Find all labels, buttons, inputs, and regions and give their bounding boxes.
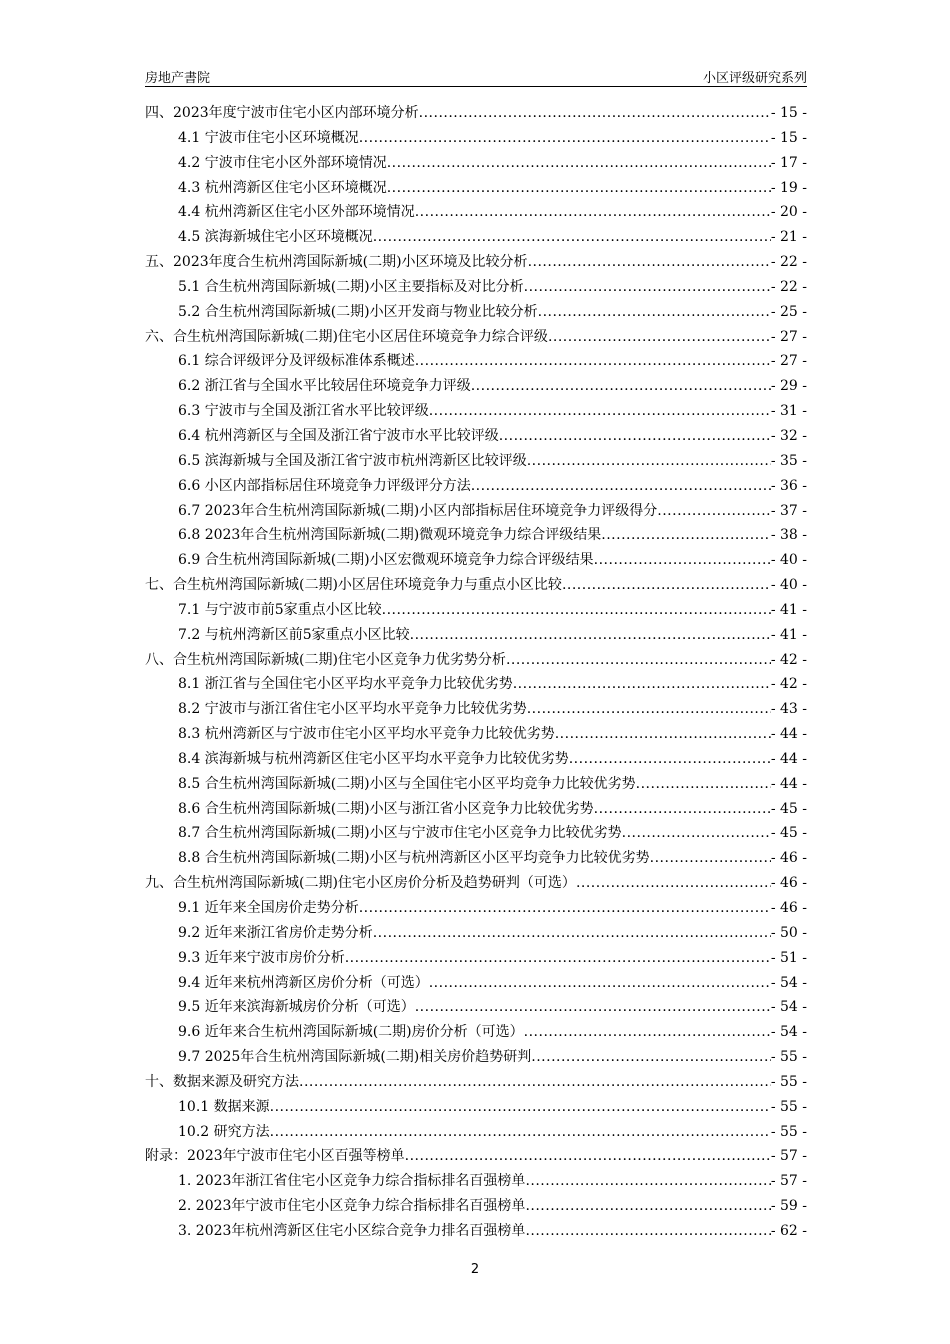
toc-entry-title: 五、2023年度合生杭州湾国际新城(二期)小区环境及比较分析 bbox=[145, 254, 528, 271]
toc-entry-page: - 37 - bbox=[770, 502, 807, 519]
toc-leader-dots bbox=[601, 527, 771, 543]
toc-entry[interactable] bbox=[145, 1021, 807, 1046]
toc-leader-dots bbox=[525, 1173, 770, 1189]
toc-entry-page: - 27 - bbox=[770, 353, 807, 370]
toc-entry-page: - 40 - bbox=[770, 552, 807, 569]
header-publisher: 房地产書院 bbox=[145, 71, 211, 86]
toc-entry-title: 9.7 2025年合生杭州湾国际新城(二期)相关房价趋势研判 bbox=[178, 1049, 532, 1066]
toc-entry-title: 6.3 宁波市与全国及浙江省水平比较评级 bbox=[178, 403, 429, 420]
toc-entry-title: 8.8 合生杭州湾国际新城(二期)小区与杭州湾新区小区平均竞争力比较优劣势 bbox=[178, 850, 650, 867]
toc-leader-dots bbox=[548, 329, 771, 345]
toc-entry-page: - 25 - bbox=[770, 303, 807, 320]
toc-entry-title: 十、数据来源及研究方法 bbox=[145, 1073, 299, 1090]
toc-entry[interactable] bbox=[145, 723, 807, 748]
toc-leader-dots bbox=[527, 453, 771, 469]
toc-entry-page: - 20 - bbox=[770, 204, 807, 221]
toc-leader-dots bbox=[525, 1223, 770, 1239]
toc-entry-title: 八、合生杭州湾国际新城(二期)住宅小区竞争力优劣势分析 bbox=[145, 651, 506, 668]
toc-entry-title: 6.7 2023年合生杭州湾国际新城(二期)小区内部指标居住环境竞争力评级得分 bbox=[178, 502, 658, 519]
toc-entry-page: - 41 - bbox=[770, 626, 807, 643]
toc-entry[interactable] bbox=[145, 177, 807, 202]
toc-entry[interactable] bbox=[145, 201, 807, 226]
toc-entry-page: - 57 - bbox=[770, 1148, 807, 1165]
toc-leader-dots bbox=[594, 801, 771, 817]
toc-leader-dots bbox=[387, 155, 771, 171]
toc-entry[interactable] bbox=[145, 897, 807, 922]
toc-leader-dots bbox=[562, 577, 771, 593]
toc-entry-title: 六、合生杭州湾国际新城(二期)住宅小区居住环境竞争力综合评级 bbox=[145, 328, 548, 345]
toc-entry[interactable] bbox=[145, 500, 807, 525]
toc-entry-title: 2. 2023年宁波市住宅小区竞争力综合指标排名百强榜单 bbox=[178, 1198, 526, 1215]
toc-leader-dots bbox=[359, 130, 771, 146]
toc-leader-dots bbox=[299, 1074, 771, 1090]
toc-entry[interactable] bbox=[145, 425, 807, 450]
toc-leader-dots bbox=[270, 1124, 771, 1140]
toc-entry-title: 6.8 2023年合生杭州湾国际新城(二期)微观环境竞争力综合评级结果 bbox=[178, 527, 602, 544]
toc-entry[interactable] bbox=[145, 549, 807, 574]
toc-entry[interactable] bbox=[145, 524, 807, 549]
toc-entry-page: - 36 - bbox=[770, 477, 807, 494]
toc-entry[interactable] bbox=[145, 698, 807, 723]
toc-entry-title: 9.3 近年来宁波市房价分析 bbox=[178, 949, 345, 966]
toc-entry[interactable] bbox=[145, 798, 807, 823]
table-of-contents bbox=[145, 102, 807, 1245]
toc-entry-page: - 42 - bbox=[770, 651, 807, 668]
toc-entry-title: 4.1 宁波市住宅小区环境概况 bbox=[178, 129, 359, 146]
toc-entry-page: - 55 - bbox=[770, 1123, 807, 1140]
toc-entry-title: 四、2023年度宁波市住宅小区内部环境分析 bbox=[145, 105, 419, 121]
toc-entry-page: - 54 - bbox=[770, 1024, 807, 1041]
toc-entry-title: 九、合生杭州湾国际新城(二期)住宅小区房价分析及趋势研判（可选） bbox=[145, 875, 576, 892]
toc-entry-page: - 46 - bbox=[770, 850, 807, 867]
toc-entry[interactable] bbox=[145, 350, 807, 375]
toc-entry-page: - 54 - bbox=[770, 999, 807, 1016]
page-number: 2 bbox=[470, 1262, 480, 1277]
toc-entry[interactable] bbox=[145, 822, 807, 847]
toc-leader-dots bbox=[471, 378, 771, 394]
toc-entry-title: 7.2 与杭州湾新区前5家重点小区比较 bbox=[178, 626, 410, 643]
toc-entry[interactable] bbox=[145, 450, 807, 475]
toc-entry[interactable] bbox=[145, 972, 807, 997]
page-header bbox=[145, 64, 807, 87]
toc-leader-dots bbox=[373, 925, 771, 941]
toc-leader-dots bbox=[538, 304, 771, 320]
toc-entry[interactable] bbox=[145, 847, 807, 872]
toc-entry[interactable] bbox=[145, 1145, 807, 1170]
toc-entry-page: - 54 - bbox=[770, 974, 807, 991]
toc-leader-dots bbox=[524, 279, 771, 295]
toc-leader-dots bbox=[513, 676, 771, 692]
toc-entry-title: 9.1 近年来全国房价走势分析 bbox=[178, 900, 359, 916]
toc-entry-page: - 35 - bbox=[770, 452, 807, 469]
toc-entry-page: - 44 - bbox=[770, 726, 807, 743]
toc-entry[interactable] bbox=[145, 1195, 807, 1220]
toc-entry-page: - 45 - bbox=[770, 825, 807, 842]
toc-entry[interactable] bbox=[145, 400, 807, 425]
toc-entry-title: 7.1 与宁波市前5家重点小区比较 bbox=[178, 601, 382, 618]
toc-entry-page: - 46 - bbox=[770, 875, 807, 892]
toc-entry-page: - 51 - bbox=[770, 949, 807, 966]
toc-entry[interactable] bbox=[145, 226, 807, 251]
toc-leader-dots bbox=[569, 751, 771, 767]
toc-entry[interactable] bbox=[145, 1121, 807, 1146]
toc-leader-dots bbox=[528, 254, 771, 270]
toc-entry-title: 1. 2023年浙江省住宅小区竞争力综合指标排名百强榜单 bbox=[178, 1173, 526, 1190]
toc-entry-title: 4.4 杭州湾新区住宅小区外部环境情况 bbox=[178, 204, 415, 221]
toc-leader-dots bbox=[429, 403, 771, 419]
toc-entry-page: - 62 - bbox=[770, 1222, 807, 1239]
toc-entry-page: - 17 - bbox=[770, 154, 807, 171]
toc-entry-page: - 22 - bbox=[770, 254, 807, 271]
toc-entry[interactable] bbox=[145, 1170, 807, 1195]
toc-entry[interactable] bbox=[145, 748, 807, 773]
toc-leader-dots bbox=[410, 627, 771, 643]
toc-entry-title: 6.5 滨海新城与全国及浙江省宁波市杭州湾新区比较评级 bbox=[178, 452, 527, 469]
toc-entry-title: 4.5 滨海新城住宅小区环境概况 bbox=[178, 229, 373, 246]
toc-entry-title: 8.3 杭州湾新区与宁波市住宅小区平均水平竞争力比较优劣势 bbox=[178, 726, 555, 743]
header-series: 小区评级研究系列 bbox=[702, 71, 807, 86]
toc-leader-dots bbox=[270, 1099, 771, 1115]
toc-entry-page: - 55 - bbox=[770, 1073, 807, 1090]
toc-entry-title: 6.2 浙江省与全国水平比较居住环境竞争力评级 bbox=[178, 378, 471, 395]
toc-entry[interactable] bbox=[145, 574, 807, 599]
toc-leader-dots bbox=[429, 975, 771, 991]
toc-entry-title: 8.4 滨海新城与杭州湾新区住宅小区平均水平竞争力比较优劣势 bbox=[178, 750, 569, 767]
toc-entry[interactable] bbox=[145, 773, 807, 798]
toc-entry-page: - 19 - bbox=[770, 179, 807, 196]
toc-entry-page: - 55 - bbox=[770, 1098, 807, 1115]
toc-leader-dots bbox=[345, 950, 771, 966]
toc-leader-dots bbox=[636, 776, 771, 792]
toc-leader-dots bbox=[419, 105, 771, 121]
toc-leader-dots bbox=[405, 1148, 771, 1164]
toc-entry-title: 9.5 近年来滨海新城房价分析（可选） bbox=[178, 999, 415, 1016]
toc-leader-dots bbox=[415, 204, 771, 220]
toc-entry-page: - 41 - bbox=[770, 601, 807, 618]
toc-entry[interactable] bbox=[145, 649, 807, 674]
toc-entry-page: - 22 - bbox=[770, 278, 807, 295]
toc-leader-dots bbox=[576, 875, 771, 891]
toc-entry-page: - 43 - bbox=[770, 701, 807, 718]
toc-entry-page: - 40 - bbox=[770, 577, 807, 594]
toc-leader-dots bbox=[650, 850, 771, 866]
toc-entry-title: 9.2 近年来浙江省房价走势分析 bbox=[178, 924, 373, 941]
toc-leader-dots bbox=[657, 503, 771, 519]
toc-entry[interactable] bbox=[145, 599, 807, 624]
toc-entry-page: - 15 - bbox=[770, 129, 807, 146]
toc-entry-title: 8.6 合生杭州湾国际新城(二期)小区与浙江省小区竞争力比较优劣势 bbox=[178, 800, 594, 817]
toc-entry-title: 8.5 合生杭州湾国际新城(二期)小区与全国住宅小区平均竞争力比较优劣势 bbox=[178, 775, 636, 792]
toc-entry-title: 8.7 合生杭州湾国际新城(二期)小区与宁波市住宅小区竞争力比较优劣势 bbox=[178, 825, 622, 842]
toc-entry-title: 8.1 浙江省与全国住宅小区平均水平竞争力比较优劣势 bbox=[178, 676, 513, 693]
toc-entry[interactable] bbox=[145, 1071, 807, 1096]
toc-leader-dots bbox=[527, 701, 771, 717]
toc-entry-title: 5.1 合生杭州湾国际新城(二期)小区主要指标及对比分析 bbox=[178, 278, 524, 295]
toc-entry[interactable] bbox=[145, 301, 807, 326]
toc-entry[interactable] bbox=[145, 102, 807, 127]
toc-entry[interactable] bbox=[145, 673, 807, 698]
toc-entry-page: - 27 - bbox=[770, 328, 807, 345]
toc-entry[interactable] bbox=[145, 375, 807, 400]
toc-leader-dots bbox=[387, 180, 771, 196]
toc-entry-page: - 50 - bbox=[770, 924, 807, 941]
toc-leader-dots bbox=[531, 1049, 771, 1065]
toc-entry-title: 9.4 近年来杭州湾新区房价分析（可选） bbox=[178, 974, 429, 991]
toc-entry[interactable] bbox=[145, 326, 807, 351]
toc-entry-title: 七、合生杭州湾国际新城(二期)小区居住环境竞争力与重点小区比较 bbox=[145, 577, 562, 594]
toc-leader-dots bbox=[555, 726, 771, 742]
toc-entry-page: - 32 - bbox=[770, 427, 807, 444]
toc-entry[interactable] bbox=[145, 475, 807, 500]
toc-entry-page: - 21 - bbox=[770, 229, 807, 246]
toc-entry-title: 10.1 数据来源 bbox=[178, 1098, 270, 1115]
toc-entry-title: 4.3 杭州湾新区住宅小区环境概况 bbox=[178, 179, 387, 196]
toc-entry-page: - 42 - bbox=[770, 676, 807, 693]
toc-entry-title: 10.2 研究方法 bbox=[178, 1123, 270, 1140]
toc-leader-dots bbox=[359, 900, 771, 916]
toc-entry[interactable] bbox=[145, 127, 807, 152]
toc-entry-title: 8.2 宁波市与浙江省住宅小区平均水平竞争力比较优劣势 bbox=[178, 701, 527, 718]
toc-entry[interactable] bbox=[145, 251, 807, 276]
toc-entry[interactable] bbox=[145, 1220, 807, 1245]
toc-entry[interactable] bbox=[145, 624, 807, 649]
toc-entry-title: 附录：2023年宁波市住宅小区百强等榜单 bbox=[145, 1148, 405, 1165]
toc-leader-dots bbox=[594, 552, 771, 568]
toc-leader-dots bbox=[506, 652, 771, 668]
toc-entry-title: 6.9 合生杭州湾国际新城(二期)小区宏微观环境竞争力综合评级结果 bbox=[178, 552, 594, 569]
toc-leader-dots bbox=[415, 999, 771, 1015]
toc-entry-page: - 15 - bbox=[770, 105, 807, 121]
toc-entry-title: 9.6 近年来合生杭州湾国际新城(二期)房价分析（可选） bbox=[178, 1024, 524, 1041]
toc-entry-title: 6.4 杭州湾新区与全国及浙江省宁波市水平比较评级 bbox=[178, 427, 499, 444]
toc-entry-page: - 44 - bbox=[770, 775, 807, 792]
toc-entry[interactable] bbox=[145, 1046, 807, 1071]
toc-leader-dots bbox=[622, 825, 771, 841]
toc-entry[interactable] bbox=[145, 276, 807, 301]
toc-entry-title: 4.2 宁波市住宅小区外部环境情况 bbox=[178, 154, 387, 171]
toc-leader-dots bbox=[525, 1198, 770, 1214]
toc-entry-title: 3. 2023年杭州湾新区住宅小区综合竞争力排名百强榜单 bbox=[178, 1222, 526, 1239]
toc-entry[interactable] bbox=[145, 872, 807, 897]
toc-leader-dots bbox=[471, 478, 771, 494]
toc-entry-page: - 45 - bbox=[770, 800, 807, 817]
toc-entry-title: 6.1 综合评级评分及评级标准体系概述 bbox=[178, 353, 415, 370]
toc-leader-dots bbox=[373, 229, 771, 245]
toc-entry-page: - 46 - bbox=[770, 900, 807, 916]
toc-entry[interactable] bbox=[145, 922, 807, 947]
toc-entry-page: - 44 - bbox=[770, 750, 807, 767]
toc-entry-title: 6.6 小区内部指标居住环境竞争力评级评分方法 bbox=[178, 477, 471, 494]
toc-entry-title: 5.2 合生杭州湾国际新城(二期)小区开发商与物业比较分析 bbox=[178, 303, 538, 320]
toc-entry[interactable] bbox=[145, 996, 807, 1021]
toc-leader-dots bbox=[499, 428, 771, 444]
toc-entry-page: - 38 - bbox=[770, 527, 807, 544]
toc-entry-page: - 57 - bbox=[770, 1173, 807, 1190]
toc-leader-dots bbox=[415, 353, 771, 369]
toc-entry-page: - 55 - bbox=[770, 1049, 807, 1066]
toc-entry-page: - 31 - bbox=[770, 403, 807, 420]
toc-leader-dots bbox=[524, 1024, 771, 1040]
toc-entry-page: - 59 - bbox=[770, 1198, 807, 1215]
toc-entry[interactable] bbox=[145, 1096, 807, 1121]
toc-entry-page: - 29 - bbox=[770, 378, 807, 395]
toc-entry[interactable] bbox=[145, 152, 807, 177]
toc-entry[interactable] bbox=[145, 947, 807, 972]
toc-leader-dots bbox=[382, 602, 771, 618]
